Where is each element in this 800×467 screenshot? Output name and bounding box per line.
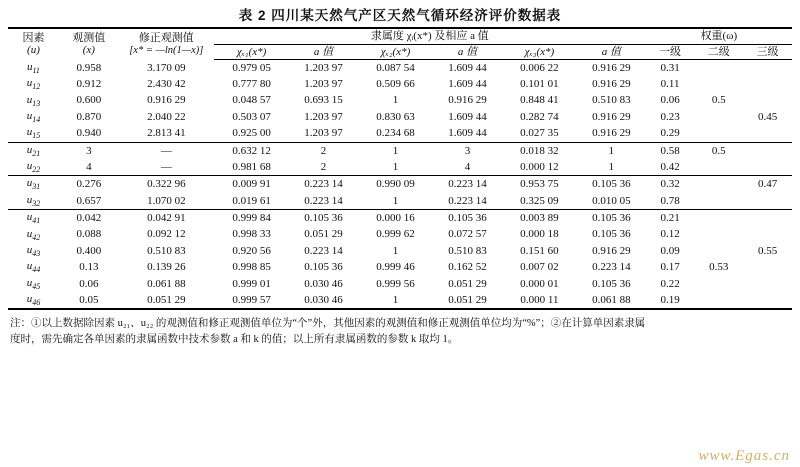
cell-a2: 0.916 29: [448, 94, 487, 107]
table-row: [8, 159, 792, 176]
header-chi3: χₓ₃(x*): [502, 44, 577, 60]
header-observed-label: 观测值: [72, 31, 106, 44]
cell-weight2: 0.5: [711, 94, 726, 107]
header-corrected: [119, 28, 214, 60]
table-row: [8, 210, 792, 227]
cell-weight2: 0.53: [709, 261, 729, 274]
cell-a1: 1.203 97: [289, 125, 358, 142]
cell-weight3: [743, 227, 792, 243]
cell-weight1: 0.12: [660, 228, 680, 241]
cell-chi2: 0.000 16: [376, 212, 415, 225]
cell-weight3: [743, 210, 792, 227]
cell-weight2: [694, 76, 743, 92]
cell-weight3: [743, 159, 792, 176]
cell-factor: $u_{43}$: [26, 243, 41, 259]
header-chi1: χₓ₁(x*): [214, 44, 289, 60]
cell-observed: 0.05: [59, 292, 119, 309]
cell-corrected: —: [119, 159, 214, 176]
cell-corrected: 0.916 29: [147, 94, 186, 107]
cell-observed: 0.600: [76, 94, 102, 107]
cell-weight2: [694, 176, 743, 193]
cell-factor: $u_{41}$: [26, 211, 41, 226]
cell-corrected: 2.430 42: [147, 78, 186, 91]
cell-weight3: [743, 193, 792, 210]
cell-chi1: 0.019 61: [214, 193, 289, 210]
cell-a1: 2: [320, 144, 327, 157]
cell-observed: 3: [86, 144, 92, 157]
cell-a1: 0.223 14: [304, 178, 343, 191]
cell-a2: 0.051 29: [433, 292, 502, 309]
cell-a3: 0.916 29: [592, 244, 631, 257]
cell-weight2: [694, 292, 743, 309]
table-row: [8, 193, 792, 210]
cell-chi3: 0.006 22: [520, 61, 559, 74]
cell-a3: 0.061 88: [577, 292, 646, 309]
cell-a1: 0.030 46: [289, 292, 358, 309]
cell-a3: 1: [577, 159, 646, 176]
cell-factor: $u_{44}$: [26, 260, 41, 275]
cell-a2: 4: [433, 159, 502, 176]
cell-weight2: [694, 60, 743, 76]
header-membership-group: 隶属度 χᵢ(x*) 及相应 a 值: [214, 28, 646, 44]
cell-weight3: 0.47: [757, 178, 778, 191]
cell-corrected: 0.322 96: [147, 178, 186, 191]
cell-factor: $u_{46}$: [8, 292, 59, 309]
cell-a3: 0.510 83: [592, 94, 631, 107]
cell-weight1: 0.22: [660, 277, 680, 290]
cell-factor: $u_{42}$: [26, 227, 41, 242]
table-sheet: [8, 4, 792, 348]
cell-corrected: 0.051 29: [119, 292, 214, 309]
cell-a2: 0.051 29: [448, 277, 487, 290]
cell-chi3: 0.018 32: [520, 144, 559, 157]
table-row: [8, 243, 792, 259]
cell-chi3: 0.953 75: [520, 178, 559, 191]
note-line-2: 度时，需先确定各单因素的隶属函数中技术参数 a 和 k 的值；以上所有隶属函数的参数 k 取均 1。: [10, 334, 459, 346]
cell-a2: 0.105 36: [448, 212, 487, 225]
cell-a2: 1.609 44: [448, 61, 487, 74]
cell-weight1: 0.11: [660, 78, 680, 91]
cell-weight2: [694, 109, 743, 125]
cell-chi2: 1: [358, 193, 433, 210]
cell-a1: 0.693 15: [304, 94, 343, 107]
cell-chi1: 0.999 01: [232, 277, 271, 290]
cell-a3: 0.223 14: [592, 261, 631, 274]
cell-chi2: 0.999 46: [376, 261, 415, 274]
header-weight-level1: 一级: [646, 44, 695, 60]
cell-observed: 0.088: [76, 228, 102, 241]
cell-chi2: 1: [358, 292, 433, 309]
cell-corrected: 3.170 09: [147, 61, 186, 74]
cell-weight1: 0.31: [660, 61, 680, 74]
cell-weight2: [694, 227, 743, 243]
header-factor-label: 因素: [22, 31, 45, 44]
cell-weight3: [743, 292, 792, 309]
cell-a2: 0.223 14: [448, 178, 487, 191]
cell-a1: 1.203 97: [304, 110, 343, 123]
cell-weight1: 0.19: [646, 292, 695, 309]
cell-observed: 0.940: [59, 125, 119, 142]
cell-factor: $u_{11}$: [27, 60, 40, 75]
cell-a3: 0.105 36: [592, 228, 631, 241]
cell-a3: 0.916 29: [592, 110, 631, 123]
cell-weight2: [694, 243, 743, 259]
cell-a3: 0.105 36: [592, 277, 631, 290]
cell-weight2: [694, 210, 743, 227]
cell-corrected: 2.813 41: [119, 125, 214, 142]
cell-factor: $u_{31}$: [26, 177, 41, 192]
cell-a2: 3: [464, 144, 471, 157]
cell-weight3: 0.55: [757, 244, 778, 257]
watermark: www.Egas.cn: [698, 448, 790, 464]
header-chi2: χₓ₂(x*): [358, 44, 433, 60]
cell-observed: 0.042: [76, 212, 102, 225]
cell-weight2: [694, 276, 743, 292]
cell-chi2: 0.999 56: [376, 277, 415, 290]
cell-chi3: 0.325 09: [502, 193, 577, 210]
cell-weight1: 0.29: [646, 125, 695, 142]
cell-chi2: 0.830 63: [376, 110, 415, 123]
cell-chi1: 0.998 85: [232, 261, 271, 274]
cell-a1: 0.051 29: [304, 228, 343, 241]
cell-weight3: [743, 259, 792, 275]
cell-a2: 1.609 44: [433, 125, 502, 142]
cell-a3: 0.105 36: [592, 178, 631, 191]
cell-weight1: 0.23: [660, 110, 680, 123]
cell-corrected: 0.139 26: [147, 261, 186, 274]
cell-a3: 1: [608, 144, 615, 157]
cell-a1: 2: [289, 159, 358, 176]
cell-chi3: 0.000 18: [520, 228, 559, 241]
cell-chi3: 0.003 89: [520, 212, 559, 225]
cell-factor: $u_{21}$: [26, 143, 41, 158]
cell-weight2: [694, 159, 743, 176]
header-corrected-label: 修正观测值: [138, 32, 194, 45]
cell-weight3: [743, 60, 792, 76]
cell-chi2: 1: [392, 144, 399, 157]
header-a2: a 值: [433, 44, 502, 60]
cell-factor: $u_{14}$: [26, 109, 41, 125]
cell-observed: 0.657: [59, 193, 119, 210]
cell-chi1: 0.632 12: [232, 144, 271, 157]
table-row: [8, 60, 792, 76]
cell-chi3: 0.282 74: [520, 110, 559, 123]
cell-weight3: 0.45: [757, 110, 778, 123]
cell-factor: $u_{13}$: [26, 93, 41, 108]
header-observed: [59, 28, 119, 60]
cell-observed: 0.958: [76, 61, 102, 74]
cell-factor: $u_{45}$: [26, 276, 41, 291]
cell-factor: $u_{32}$: [8, 193, 59, 210]
cell-a3: 0.916 29: [592, 61, 631, 74]
header-factor-symbol: (u): [27, 44, 40, 57]
header-factor: [8, 28, 59, 60]
cell-a3: 0.916 29: [592, 78, 631, 91]
cell-chi3: 0.848 41: [520, 94, 559, 107]
cell-a1: 1.203 97: [304, 78, 343, 91]
cell-a1: 1.203 97: [304, 61, 343, 74]
cell-weight3: [743, 125, 792, 142]
table-body: [8, 60, 792, 310]
header-weight-group: 权重(ω): [646, 28, 792, 44]
cell-chi2: 1: [358, 159, 433, 176]
cell-chi1: 0.920 56: [232, 244, 271, 257]
cell-weight3: [743, 76, 792, 92]
cell-chi2: 0.509 66: [376, 78, 415, 91]
cell-weight2: [694, 193, 743, 210]
table-row: [8, 276, 792, 292]
table-row: [8, 292, 792, 309]
cell-observed: 0.276: [76, 178, 102, 191]
cell-chi1: 0.777 80: [232, 78, 271, 91]
cell-corrected: —: [160, 144, 172, 157]
cell-chi3: 0.000 11: [502, 292, 577, 309]
cell-chi3: 0.000 01: [520, 277, 559, 290]
table-row: [8, 142, 792, 159]
cell-weight2: 0.5: [711, 144, 726, 157]
cell-a2: 0.223 14: [433, 193, 502, 210]
cell-a1: 0.105 36: [304, 212, 343, 225]
header-corrected-symbol: [x* = —ln(1—x)]: [129, 44, 204, 56]
cell-a2: 1.609 44: [448, 78, 487, 91]
cell-a2: 0.072 57: [448, 228, 487, 241]
cell-corrected: 0.042 91: [147, 212, 186, 225]
cell-corrected: 1.070 02: [119, 193, 214, 210]
cell-factor: $u_{22}$: [8, 159, 59, 176]
cell-factor: $u_{15}$: [8, 125, 59, 142]
data-table: [8, 27, 792, 310]
cell-weight1: 0.21: [660, 212, 680, 225]
cell-chi1: 0.998 33: [232, 228, 271, 241]
cell-weight1: 0.17: [660, 261, 680, 274]
cell-observed: 0.912: [76, 78, 102, 91]
cell-weight1: 0.09: [660, 244, 680, 257]
page-title: 表 2 四川某天然气产区天然气循环经济评价数据表: [238, 8, 562, 23]
table-row: [8, 93, 792, 109]
table-row: [8, 259, 792, 275]
cell-chi1: 0.979 05: [232, 61, 271, 74]
table-notes: [8, 316, 792, 348]
cell-a3: 0.916 29: [577, 125, 646, 142]
table-row: [8, 227, 792, 243]
cell-chi2: 1: [392, 94, 399, 107]
cell-a3: 0.105 36: [592, 212, 631, 225]
cell-chi1: 0.999 57: [214, 292, 289, 309]
cell-corrected: 2.040 22: [147, 110, 186, 123]
cell-chi2: 0.999 62: [376, 228, 415, 241]
cell-observed: 0.06: [79, 277, 99, 290]
header-a3: a 值: [577, 44, 646, 60]
cell-weight3: [743, 276, 792, 292]
cell-weight1: 0.06: [660, 94, 680, 107]
cell-a1: 0.105 36: [304, 261, 343, 274]
cell-chi1: 0.503 07: [232, 110, 271, 123]
cell-chi3: 0.000 12: [502, 159, 577, 176]
cell-chi2: 1: [392, 244, 399, 257]
cell-corrected: 0.092 12: [147, 228, 186, 241]
cell-chi3: 0.151 60: [520, 244, 559, 257]
cell-factor: $u_{12}$: [26, 77, 41, 92]
cell-chi1: 0.009 91: [232, 178, 271, 191]
cell-a2: 0.162 52: [448, 261, 487, 274]
cell-a1: 0.030 46: [304, 277, 343, 290]
cell-observed: 4: [59, 159, 119, 176]
cell-observed: 0.400: [76, 244, 102, 257]
cell-weight2: [694, 125, 743, 142]
cell-chi3: 0.027 35: [502, 125, 577, 142]
cell-chi1: 0.999 84: [232, 212, 271, 225]
cell-chi3: 0.007 02: [520, 261, 559, 274]
header-a1: a 值: [289, 44, 358, 60]
cell-chi2: 0.087 54: [376, 61, 415, 74]
cell-chi1: 0.048 57: [232, 94, 271, 107]
cell-weight1: 0.32: [660, 178, 680, 191]
header-row-group: [8, 28, 792, 44]
table-row: [8, 76, 792, 92]
cell-weight1: 0.58: [660, 144, 680, 157]
cell-a2: 0.510 83: [448, 244, 487, 257]
cell-a1: 0.223 14: [289, 193, 358, 210]
cell-corrected: 0.061 88: [147, 277, 186, 290]
cell-chi2: 0.990 09: [376, 178, 415, 191]
cell-chi2: 0.234 68: [358, 125, 433, 142]
cell-observed: 0.13: [79, 261, 99, 274]
note-line-1: 注：①以上数据除因素 u₂₁、u₂₂ 的观测值和修正观测值单位为“个”外，其他因素的观测值和修正观测值单位均为“%”；②在计算单因素隶属: [10, 318, 646, 330]
cell-chi3: 0.101 01: [520, 78, 559, 91]
cell-weight1: 0.42: [646, 159, 695, 176]
cell-observed: 0.870: [76, 110, 102, 123]
header-weight-level3: 三级: [743, 44, 792, 60]
cell-weight3: [743, 142, 792, 159]
cell-chi1: 0.981 68: [214, 159, 289, 176]
cell-corrected: 0.510 83: [147, 244, 186, 257]
header-weight-level2: 二级: [694, 44, 743, 60]
table-row: [8, 109, 792, 125]
cell-weight3: [743, 93, 792, 109]
cell-a1: 0.223 14: [304, 244, 343, 257]
table-row: [8, 176, 792, 193]
cell-weight1: 0.78: [646, 193, 695, 210]
header-observed-symbol: (x): [82, 44, 95, 57]
cell-a3: 0.010 05: [577, 193, 646, 210]
cell-a2: 1.609 44: [448, 110, 487, 123]
table-row: [8, 125, 792, 142]
cell-chi1: 0.925 00: [214, 125, 289, 142]
